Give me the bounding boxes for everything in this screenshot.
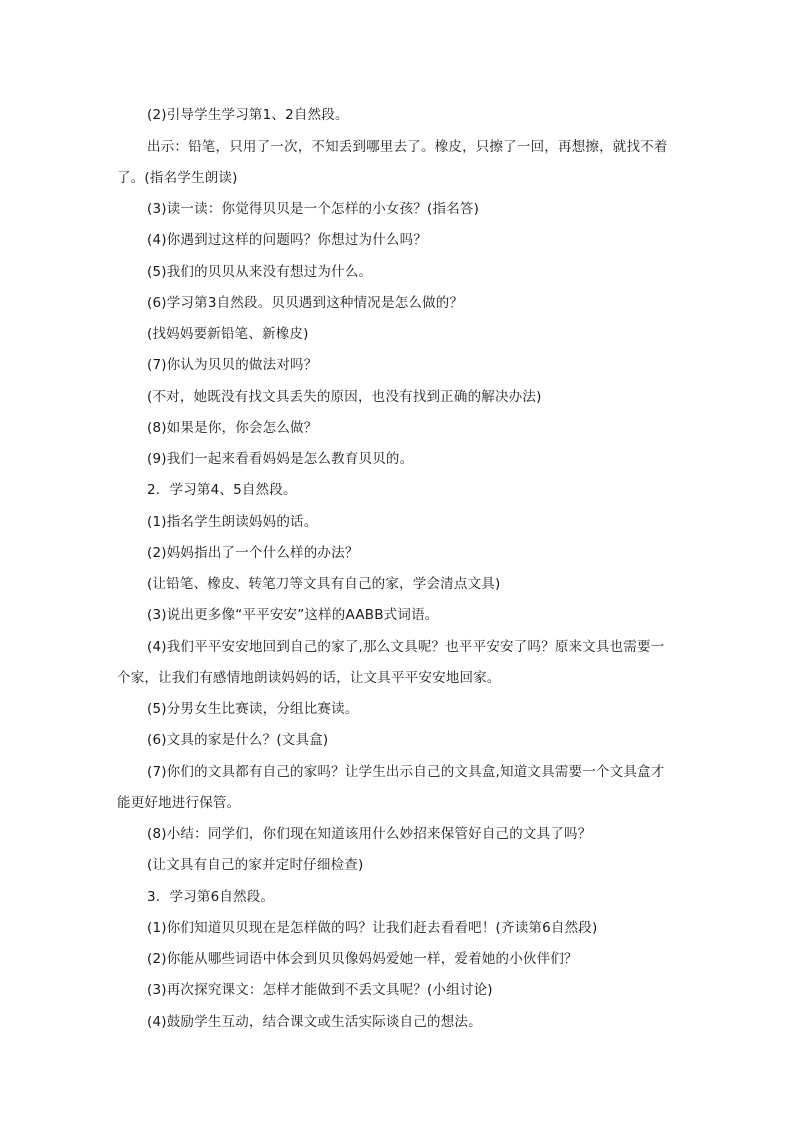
text-line: (2)妈妈指出了一个什么样的办法？ <box>147 545 359 561</box>
text-line: (4)鼓励学生互动，结合课文或生活实际谈自己的想法。 <box>147 1014 482 1030</box>
text-line: (9)我们一起来看看妈妈是怎么教育贝贝的。 <box>147 451 414 467</box>
text-line: (8)小结：同学们，你们现在知道该用什么妙招来保管好自己的文具了吗？ <box>147 826 592 842</box>
text-line: (2)引导学生学习第1、2自然段。 <box>147 107 349 123</box>
text-line: (让文具有自己的家并定时仔细检查) <box>147 857 364 873</box>
text-line: (4)你遇到过这样的问题吗？你想过为什么吗？ <box>147 232 428 248</box>
text-line: 个家，让我们有感情地朗读妈妈的话，让文具平平安安地回家。 <box>117 670 501 686</box>
text-line: (不对，她既没有找文具丢失的原因，也没有找到正确的解决办法) <box>147 389 542 405</box>
text-line: 了。(指名学生朗读) <box>117 170 238 186</box>
text-line: (4)我们平平安安地回到自己的家了,那么文具呢？也平平安安了吗？原来文具也需要一 <box>147 639 665 655</box>
section-heading: 2．学习第4、5自然段。 <box>147 482 297 498</box>
text-line: 出示：铅笔，只用了一次，不知丢到哪里去了。橡皮，只擦了一回，再想擦，就找不着 <box>147 139 668 155</box>
text-line: (5)分男女生比赛读，分组比赛读。 <box>147 701 359 717</box>
text-line: (1)你们知道贝贝现在是怎样做的吗？让我们赶去看看吧！(齐读第6自然段) <box>147 920 598 936</box>
text-line: (让铅笔、橡皮、转笔刀等文具有自己的家，学会清点文具) <box>147 576 501 592</box>
text-line: (8)如果是你，你会怎么做？ <box>147 420 318 436</box>
text-line: (3)读一读：你觉得贝贝是一个怎样的小女孩？(指名答) <box>147 201 480 217</box>
text-line: (6)学习第3自然段。贝贝遇到这种情况是怎么做的？ <box>147 295 464 311</box>
text-line: 能更好地进行保管。 <box>117 795 241 811</box>
text-line: (2)你能从哪些词语中体会到贝贝像妈妈爱她一样，爱着她的小伙伴们？ <box>147 951 578 967</box>
text-line: (3)再次探究课文：怎样才能做到不丢文具呢？(小组讨论) <box>147 982 493 998</box>
text-line: (找妈妈要新铅笔、新橡皮) <box>147 326 309 342</box>
text-line: (5)我们的贝贝从来没有想过为什么。 <box>147 264 373 280</box>
text-line: (7)你们的文具都有自己的家吗？让学生出示自己的文具盒,知道文具需要一个文具盒才 <box>147 764 665 780</box>
section-heading: 3．学习第6自然段。 <box>147 889 275 905</box>
text-line: (6)文具的家是什么？(文具盒) <box>147 732 329 748</box>
text-line: (3)说出更多像“平平安安”这样的AABB式词语。 <box>147 607 439 623</box>
text-line: (7)你认为贝贝的做法对吗？ <box>147 357 318 373</box>
text-line: (1)指名学生朗读妈妈的话。 <box>147 514 318 530</box>
